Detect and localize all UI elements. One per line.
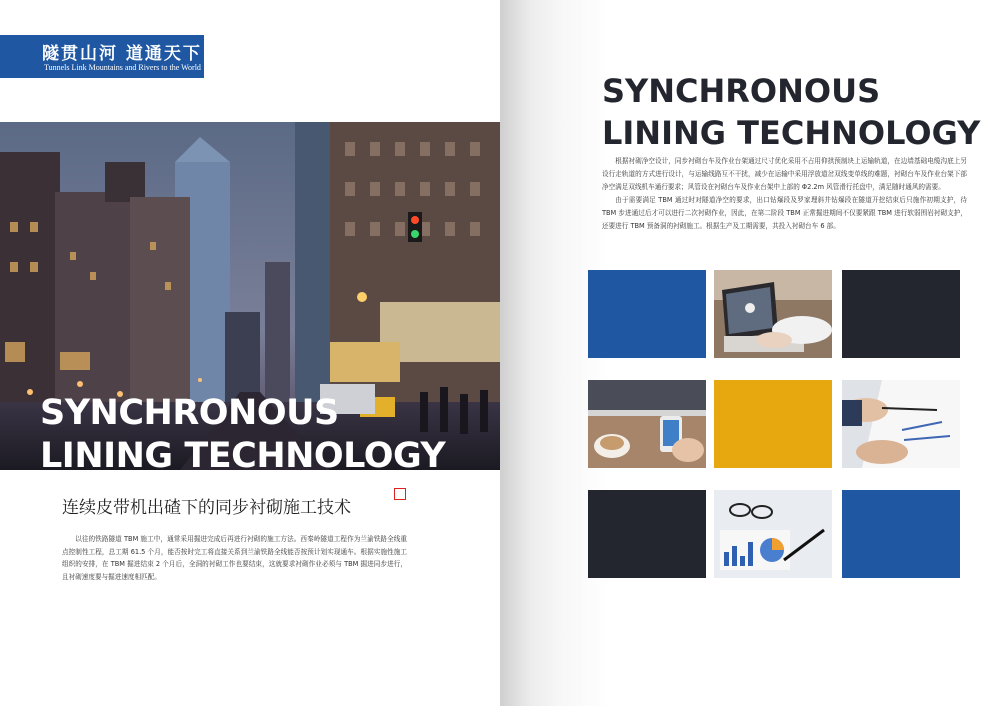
seal-icon bbox=[394, 488, 406, 500]
right-page-body bbox=[602, 155, 967, 233]
right-title-line1: SYNCHRONOUS bbox=[602, 72, 881, 110]
brand-banner bbox=[0, 35, 204, 78]
charts-pen-photo bbox=[842, 380, 960, 468]
phone-coffee-photo bbox=[588, 380, 706, 468]
photo-overlay-title bbox=[40, 392, 445, 478]
article-subtitle: 连续皮带机出碴下的同步衬砌施工技术 bbox=[62, 498, 351, 518]
right-page-title bbox=[602, 70, 980, 154]
body-paragraph-1: 根据衬砌净空设计，同步衬砌台车及作业台架通过尺寸优化采用不占用仰拱预制块上运输轨道，在边墙基础电缆沟底上另设行走轨道的方式进行设计，与运输线路互不干扰，减少在运输中采用浮放道岔双线变单线的难题，衬砌台车及作业台架下部净空满足双线机车通行要求；风管设在衬砌台车及作业台架中上部的 Φ2.2m 风管滑行托盘中，满足随时通风的需要。 bbox=[602, 157, 967, 191]
glasses-chart-photo bbox=[714, 490, 832, 578]
brand-title-cn: 隧贯山河 道通天下 bbox=[42, 44, 202, 64]
photo-title-line1: SYNCHRONOUS bbox=[40, 393, 339, 433]
laptop-photo bbox=[714, 270, 832, 358]
navy-tile bbox=[842, 270, 960, 358]
intro-paragraph: 以往的铁路隧道 TBM 施工中，通常采用掘进完成后再进行衬砌的施工方法。西秦岭隧道工程作为兰渝铁路全线重点控制性工程，总工期 61.5 个月，能否按时完工将直接关系到兰渝铁路全线能否按预计划实现通车。根据实施性施工组织的安排，在 TBM 掘进结束 2 个月后，全洞的衬砌工作也要结束，这就要求衬砌作业必须与 TBM 掘进同步进行，且衬砌速度要与掘进速度相匹配。 bbox=[62, 535, 407, 581]
right-title-line2: LINING TECHNOLOGY bbox=[602, 114, 981, 152]
brand-title-en: Tunnels Link Mountains and Rivers to the World bbox=[44, 63, 201, 72]
navy-tile-2 bbox=[588, 490, 706, 578]
blue-tile bbox=[588, 270, 706, 358]
photo-title-line2: LINING TECHNOLOGY bbox=[40, 436, 446, 476]
blue-tile-2 bbox=[842, 490, 960, 578]
gold-tile bbox=[714, 380, 832, 468]
body-paragraph-2: 由于需要满足 TBM 通过时对隧道净空的要求，出口钻爆段及罗家理斜井钻爆段在隧道开挖结束后只施作初期支护，待 TBM 步进通过后才可以进行二次衬砌作业，因此，在第二阶段 TBM 正常掘进期间不仅要紧跟 TBM 进行软弱围岩衬砌支护，还要进行 TBM 预备洞的衬砌施工。根据生产及工期需要，共投入衬砌台车 6 部。 bbox=[602, 196, 967, 230]
